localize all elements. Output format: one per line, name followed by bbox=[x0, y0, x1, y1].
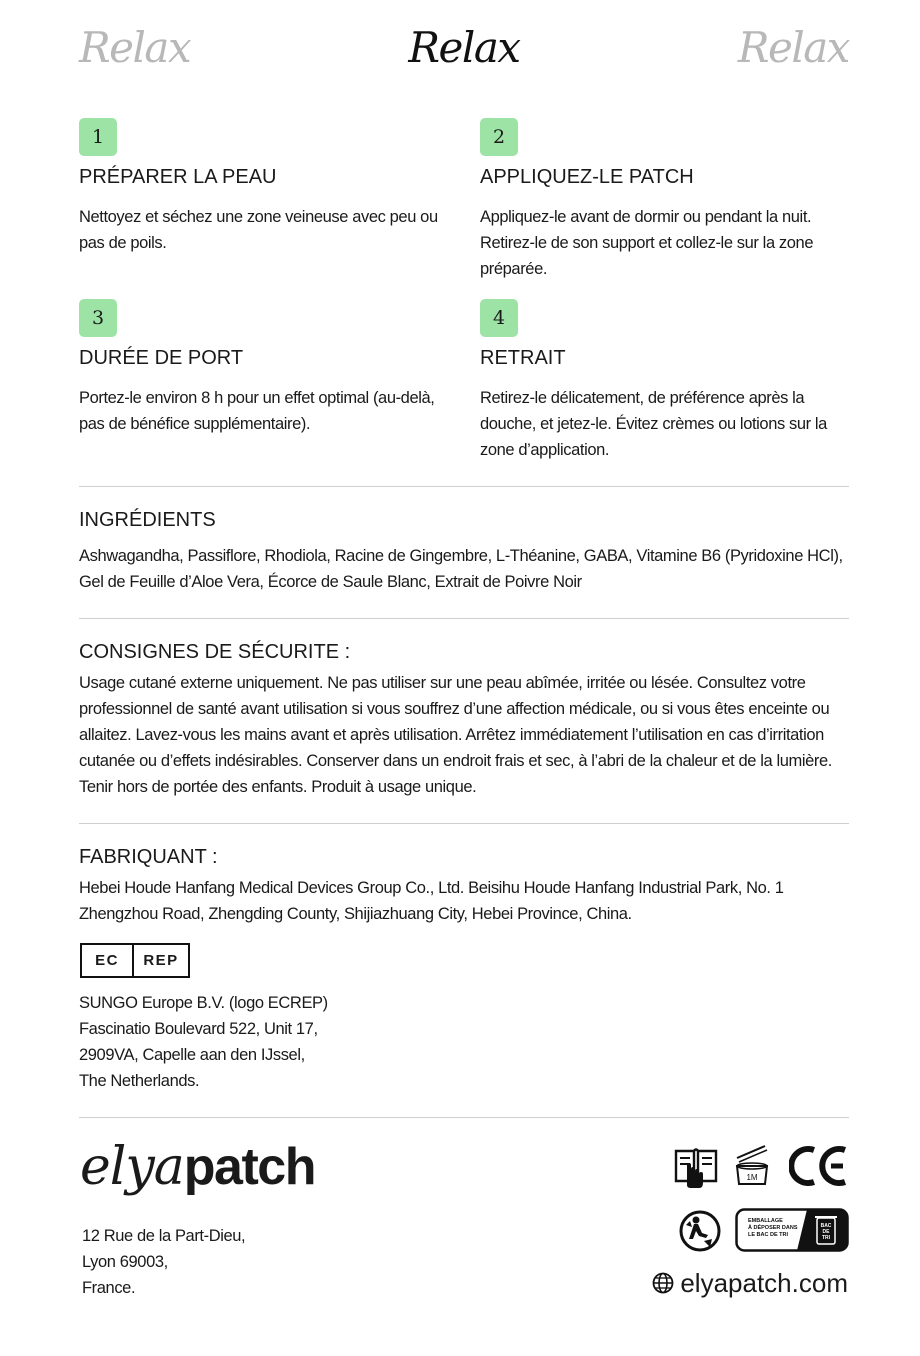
divider bbox=[79, 1117, 849, 1118]
step-number: 1 bbox=[79, 118, 117, 156]
address-line: Fascinatio Boulevard 522, Unit 17, bbox=[79, 1020, 318, 1038]
divider bbox=[79, 486, 849, 487]
svg-text:À DÉPOSER DANS: À DÉPOSER DANS bbox=[748, 1225, 798, 1231]
step-number: 3 bbox=[79, 299, 117, 337]
step-title: DURÉE DE PORT bbox=[79, 347, 244, 369]
step-title: PRÉPARER LA PEAU bbox=[79, 166, 277, 188]
globe-icon bbox=[652, 1272, 674, 1294]
pao-label: 1M bbox=[746, 1173, 758, 1182]
step-text: Retirez-le délicatement, de préférence après la douche, et jetez-le. Évitez crèmes ou lotions sur la zone d’application. bbox=[480, 389, 827, 459]
header-title-right: Relax bbox=[737, 23, 849, 72]
manufacturer-title: FABRIQUANT : bbox=[79, 846, 218, 868]
ec-label: EC bbox=[82, 945, 134, 976]
step-text: Portez-le environ 8 h pour un effet optimal (au-delà, pas de bénéfice supplémentaire). bbox=[79, 389, 435, 433]
ec-rep-address bbox=[79, 990, 328, 1094]
ingredients-section bbox=[79, 507, 849, 595]
step-4 bbox=[480, 299, 852, 463]
header-title-center: Relax bbox=[408, 23, 520, 72]
address-line: SUNGO Europe B.V. (logo ECREP) bbox=[79, 994, 328, 1012]
divider bbox=[79, 823, 849, 824]
website-text[interactable]: elyapatch.com bbox=[680, 1268, 848, 1298]
divider bbox=[79, 618, 849, 619]
ec-rep-badge bbox=[80, 943, 190, 978]
website-link[interactable] bbox=[652, 1265, 848, 1301]
address-line: 2909VA, Capelle aan den IJssel, bbox=[79, 1046, 305, 1064]
step-number: 2 bbox=[480, 118, 518, 156]
svg-text:BAC: BAC bbox=[820, 1223, 832, 1229]
ce-mark-icon bbox=[789, 1145, 849, 1187]
sorting-info-icon bbox=[735, 1208, 849, 1252]
step-text: Nettoyez et séchez une zone veineuse avec peu ou pas de poils. bbox=[79, 208, 438, 252]
logo-patch: patch bbox=[183, 1138, 315, 1196]
safety-text: Usage cutané externe uniquement. Ne pas utiliser sur une peau abîmée, irritée ou lésée. Consultez votre professionnel de santé avant utilisation si vous souffrez d’une affection médicale, ou si vous êtes enceinte ou allaitez. Lavez-vous les mains avant et après utilisation. Arrêtez immédiatement l’utilisation en cas d’irritation cutanée ou d’effets indésirables. Conserver dans un endroit frais et sec, à l’abri de la chaleur et de la lumière. Tenir hors de portée des enfants. Produit à usage unique. bbox=[79, 674, 832, 796]
step-title: RETRAIT bbox=[480, 347, 566, 369]
svg-text:EMBALLAGE: EMBALLAGE bbox=[748, 1218, 783, 1224]
pao-jar-icon bbox=[732, 1142, 772, 1188]
address-line: Lyon 69003, bbox=[82, 1253, 168, 1271]
ingredients-title: INGRÉDIENTS bbox=[79, 509, 216, 531]
step-2 bbox=[480, 118, 852, 282]
address-line: The Netherlands. bbox=[79, 1072, 200, 1090]
address-line: 12 Rue de la Part-Dieu, bbox=[82, 1227, 246, 1245]
safety-title: CONSIGNES DE SÉCURITE : bbox=[79, 641, 351, 663]
step-number: 4 bbox=[480, 299, 518, 337]
step-text: Appliquez-le avant de dormir ou pendant la nuit. Retirez-le de son support et collez-le sur la zone préparée. bbox=[480, 208, 814, 278]
manufacturer-text: Hebei Houde Hanfang Medical Devices Group Co., Ltd. Beisihu Houde Hanfang Industrial Park, No. 1 Zhengzhou Road, Zhengding County, Shijiazhuang City, Hebei Province, China. bbox=[79, 879, 784, 923]
step-title: APPLIQUEZ-LE PATCH bbox=[480, 166, 694, 188]
header-title-left: Relax bbox=[79, 23, 191, 72]
step-3 bbox=[79, 299, 451, 437]
address-line: France. bbox=[82, 1279, 136, 1297]
logo-elya: elya bbox=[80, 1137, 184, 1197]
header bbox=[79, 22, 849, 78]
svg-text:DE: DE bbox=[822, 1229, 830, 1235]
step-1 bbox=[79, 118, 451, 256]
svg-text:LE BAC DE TRI: LE BAC DE TRI bbox=[748, 1232, 789, 1238]
brand-logo bbox=[80, 1136, 315, 1198]
manufacturer-section bbox=[79, 844, 849, 927]
svg-text:TRI: TRI bbox=[821, 1235, 831, 1241]
company-address bbox=[82, 1223, 245, 1301]
safety-section bbox=[79, 639, 849, 800]
rep-label: REP bbox=[143, 952, 179, 969]
read-instructions-icon bbox=[673, 1145, 719, 1189]
ingredients-text: Ashwagandha, Passiflore, Rhodiola, Racine de Gingembre, L-Théanine, GABA, Vitamine B6 (Pyridoxine HCl), Gel de Feuille d’Aloe Vera, Écorce de Saule Blanc, Extrait de Poivre Noir bbox=[79, 547, 843, 591]
triman-icon bbox=[678, 1209, 722, 1253]
